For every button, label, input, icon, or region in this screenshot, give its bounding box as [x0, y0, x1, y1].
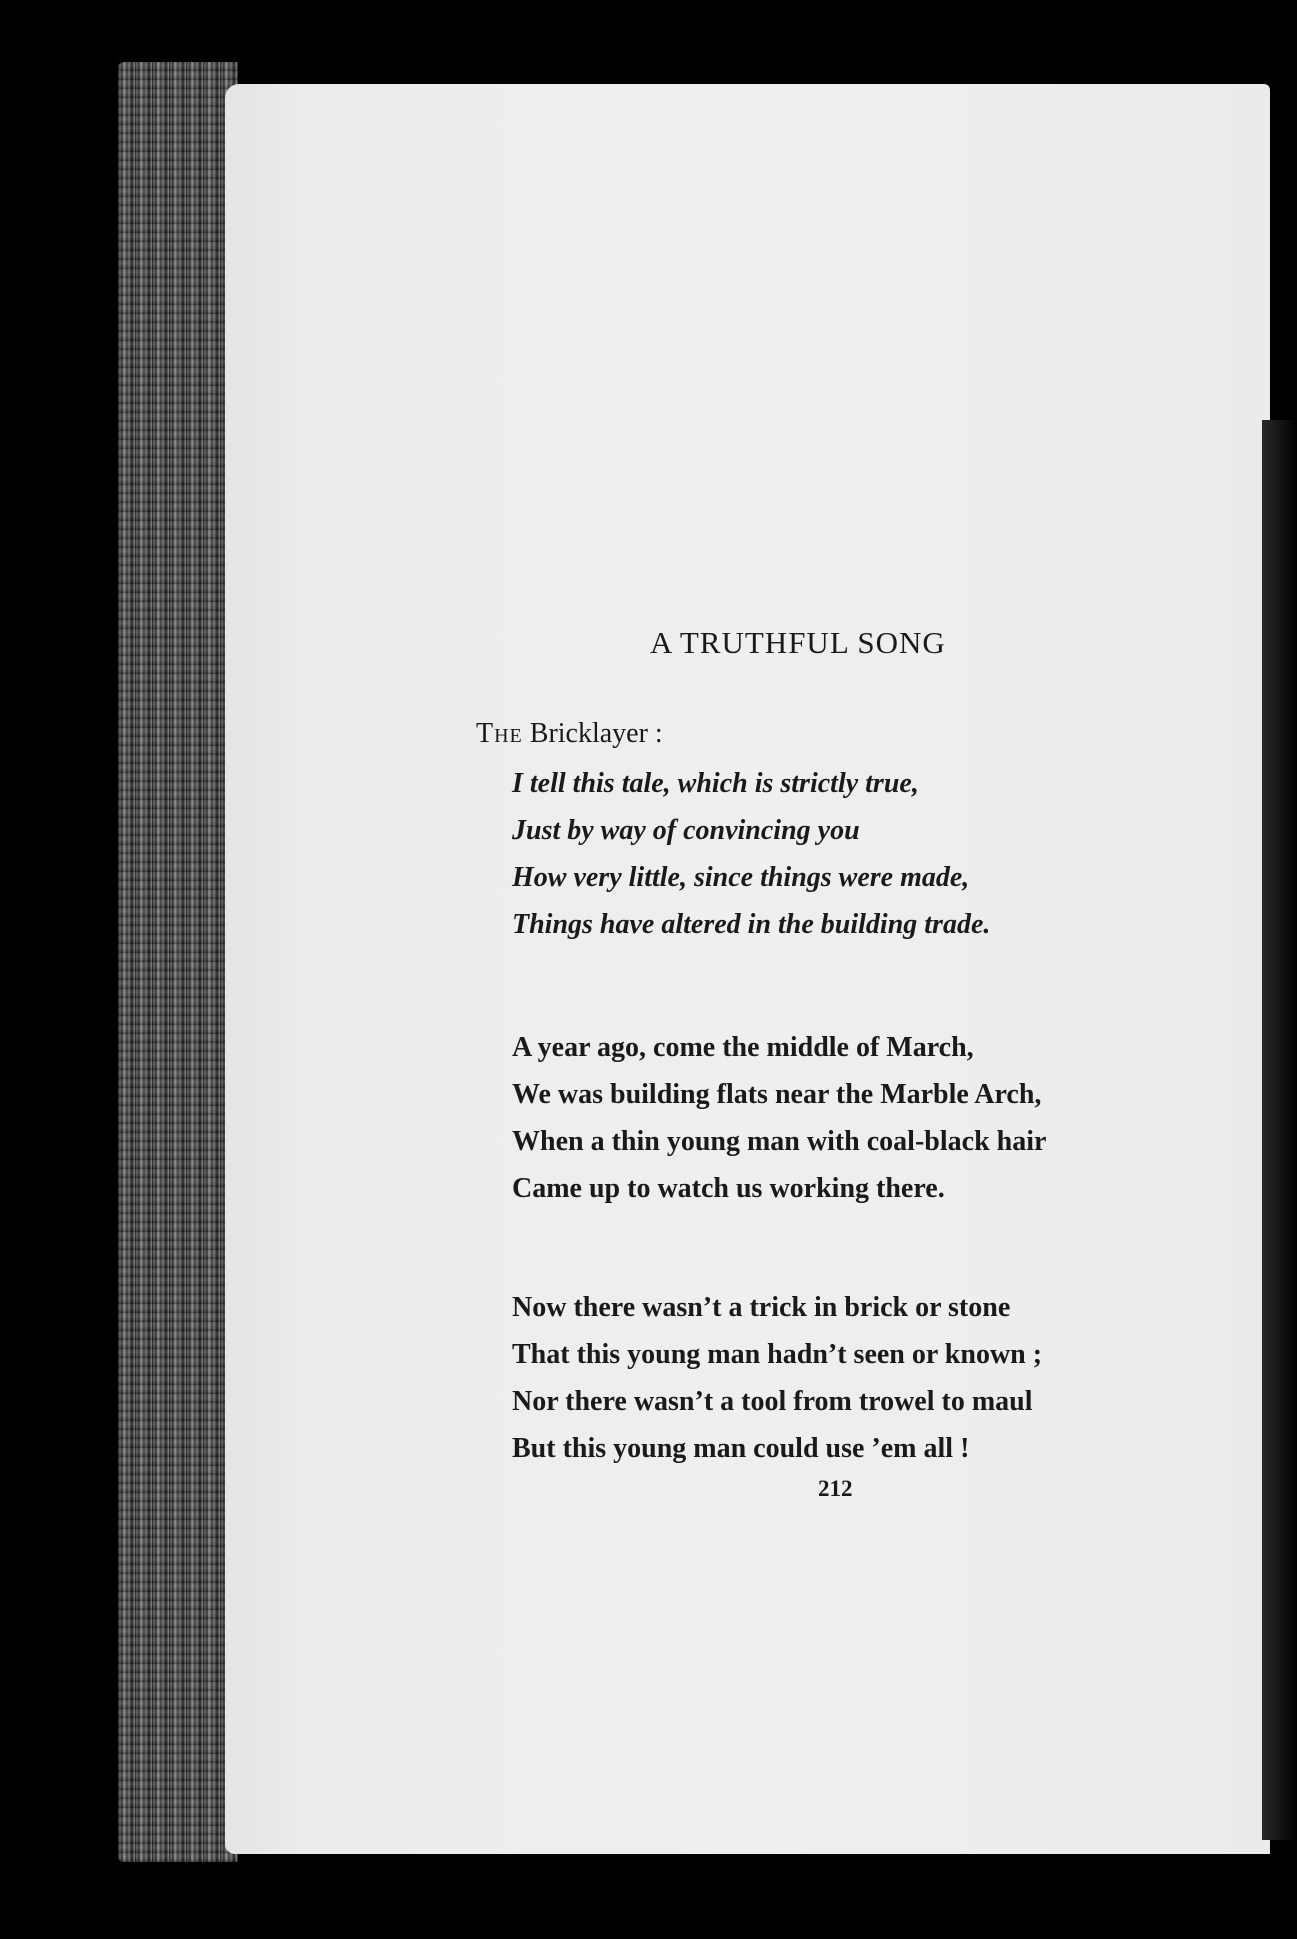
speaker-name: Bricklayer :: [522, 718, 663, 749]
poem-line: Just by way of convincing you: [512, 815, 860, 846]
page-number: 212: [818, 1476, 853, 1501]
poem-line: Now there wasn’t a trick in brick or stone: [512, 1292, 1011, 1323]
stanza-2: [512, 1024, 1046, 1212]
page-gutter-shadow: [1262, 420, 1297, 1840]
book-page-edges: [118, 62, 238, 1862]
speaker-prefix: The: [476, 718, 523, 749]
speaker-label: [476, 718, 663, 750]
poem-line: Things have altered in the building trade.: [512, 909, 991, 940]
poem-line: That this young man hadn’t seen or known ;: [512, 1339, 1043, 1370]
stanza-3: [512, 1284, 1042, 1472]
book-page: [225, 84, 1270, 1854]
poem-title: A TRUTHFUL SONG: [650, 625, 946, 660]
poem-line: A year ago, come the middle of March,: [512, 1032, 974, 1063]
stanza-1: [512, 760, 990, 948]
poem-line: Nor there wasn’t a tool from trowel to maul: [512, 1386, 1033, 1417]
poem-line: Came up to watch us working there.: [512, 1173, 945, 1204]
poem-line: We was building flats near the Marble Arch,: [512, 1079, 1042, 1110]
poem-line: How very little, since things were made,: [512, 862, 970, 893]
poem-line: But this young man could use ’em all !: [512, 1433, 970, 1464]
poem-line: When a thin young man with coal-black hair: [512, 1126, 1047, 1157]
poem-line: I tell this tale, which is strictly true,: [512, 768, 919, 799]
